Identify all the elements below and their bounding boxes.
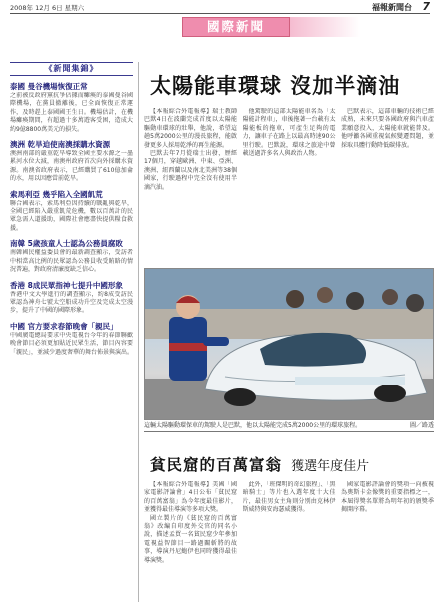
sidebar-item-headline: 澳洲 乾旱迫使南澳採購水資源 xyxy=(10,140,111,150)
article-paragraph: 此外，「班傑明的奇幻旅程」、「黑暗騎士」等片也入選年度十大佳片，最佳男女主角則分別由克林伊斯威特與安海瑟威獲得。 xyxy=(242,481,336,514)
photo-caption: 這輛太陽驅動環保車的駕駛人是巴默，他以太陽能完成5萬2000公里的環球旅程。 xyxy=(144,422,362,429)
main-headline: 太陽能車環球 沒加半滴油 xyxy=(150,73,401,98)
second-article xyxy=(144,481,434,605)
page-number: 7 xyxy=(422,0,430,13)
second-headline-sub: 獲選年度佳片 xyxy=(291,459,370,474)
column-divider xyxy=(138,62,139,602)
sidebar-item-body: 聯合國表示，索馬利亞因持續的戰亂與乾旱，全國已經陷入嚴重飢荒危機，數以百萬計的民眾急需人道援助，國際社會應盡快提供糧食救援。 xyxy=(10,199,133,232)
article-column xyxy=(144,108,237,268)
sidebar-item-headline: 索馬利亞 幾乎陷入全國飢荒 xyxy=(10,189,103,199)
photo-credit: 圖／路透 xyxy=(409,422,434,429)
article-column xyxy=(144,481,237,605)
main-article xyxy=(144,108,434,268)
date-line: 2008年 12月 6日 星期六 xyxy=(10,4,85,12)
sidebar-item-body: 南韓國民權益委員會的最新調查顯示，受訪者中相當高比例的民眾認為公務員收受賄賂的情況普遍，對政府清廉度缺乏信心。 xyxy=(10,249,133,274)
sidebar-item xyxy=(10,238,133,274)
sidebar-item xyxy=(10,321,133,357)
photo-caption-row xyxy=(144,421,434,430)
sidebar-item xyxy=(10,81,133,134)
article-paragraph: 巴默去年7月從瑞士出發，歷經17個月，穿越歐洲、中東、亞洲、澳洲、紐西蘭以及南北美洲等38個國家，行駛過程中完全沒有使用半滴汽油。 xyxy=(144,150,237,191)
sidebar-title: 《新聞集錦》 xyxy=(10,62,133,76)
section-banner xyxy=(182,17,290,37)
sidebar-item-body: 中國廣電總局要求中央電視台今年的春節聯歡晚會節目必須更加貼近民眾生活，節目內容要「親民」，並減少過度奢華的舞台佈景與演出。 xyxy=(10,331,133,356)
article-paragraph: 巴默表示，這部車輛的技術已經成熟，未來只要各國政府與汽車產業願意投入，太陽能車就能普及。他呼籲各國重視氣候變遷問題，並採取具體行動降低碳排放。 xyxy=(341,108,434,149)
publication-name: 福報新聞台 xyxy=(372,3,412,12)
article-column xyxy=(341,108,434,268)
sidebar-item-body: 澳洲南部的嚴重乾旱導致全國主要水源之一墨累河水位大減，南澳州政府首次向外採購水資源。南澳省政府表示，已經購買了610億加侖的水，用以因應當前乾旱。 xyxy=(10,150,133,183)
article-paragraph: 他駕駛的這部太陽能車名為「太陽能計程車」，車後拖著一台載有太陽能板的拖車，可產生足夠的電力，讓車子在路上以最高時速90公里行駛。巴默說，環球之旅途中曾載送過許多名人與政治人物。 xyxy=(242,108,336,158)
second-headline xyxy=(150,453,430,475)
sidebar-item-body: 香港中文大學進行的調查顯示，約8成受訪民眾認為神舟七號太空船成功升空及完成太空漫步，提升了中國的國際形象。 xyxy=(10,290,133,315)
solar-car-photo xyxy=(144,268,434,420)
article-paragraph: 【本報綜合外電報導】瑞士教師巴默4日在波蘭完成首度以太陽能驅動車環球的壯舉，他說，希望這趟5萬2000公里的漫長旅程，能啟發更多人採用乾淨的再生能源。 xyxy=(144,108,237,149)
article-paragraph: 【本報綜合外電報導】美國「國家電影評論會」4日公布「貧民窟的百萬富翁」為今年度最佳影片，並獲得最佳導演等多項大獎。 xyxy=(144,481,237,514)
solar-car-illustration xyxy=(145,269,434,420)
news-digest-sidebar xyxy=(10,62,133,607)
article-column xyxy=(243,481,336,605)
article-paragraph: 國家電影評論會的獎項一向被視為奧斯卡金像獎的重要指標之一，本屆得獎名單將為明年初的頒獎季揭開序幕。 xyxy=(341,481,434,514)
section-banner-label: 國際新聞 xyxy=(206,19,265,34)
sidebar-item-headline: 香港 8成民眾指神七提升中國形象 xyxy=(10,280,123,290)
header-rule xyxy=(10,13,430,14)
article-paragraph: 國立製片的《貧民窟的百萬富翁》改編自印度外交官的同名小說，描述孟買一名貧民窟少年參加電視益智節目一路過關斬將的故事，導演丹尼鮑伊也同時獲得最佳導演獎。 xyxy=(144,514,237,564)
banner-decoration xyxy=(290,17,360,37)
sidebar-item-body: 之前被反政府黨抗爭佔據而癱瘓的泰國曼谷國際機場，在黨員撤離後，已全面恢復正常運作，及時趕上泰國國王生日。機場估計，在機場癱瘓期間，有超過十多萬遊客受困，造成大約9億8800萬美元的損失。 xyxy=(10,92,133,133)
sidebar-item xyxy=(10,139,133,184)
caption-rule xyxy=(144,431,434,432)
sidebar-item-headline: 中國 官方要求春節晚會「親民」 xyxy=(10,321,118,331)
article-column xyxy=(341,481,434,605)
sidebar-item xyxy=(10,280,133,316)
sidebar-item-headline: 泰國 曼谷機場恢復正常 xyxy=(10,82,88,91)
sidebar-item xyxy=(10,189,133,234)
article-column xyxy=(243,108,336,268)
second-headline-main: 貧民窟的百萬富翁 xyxy=(150,455,283,474)
sidebar-item-headline: 南韓 5歲孩童人士認為公務員腐敗 xyxy=(10,239,123,249)
